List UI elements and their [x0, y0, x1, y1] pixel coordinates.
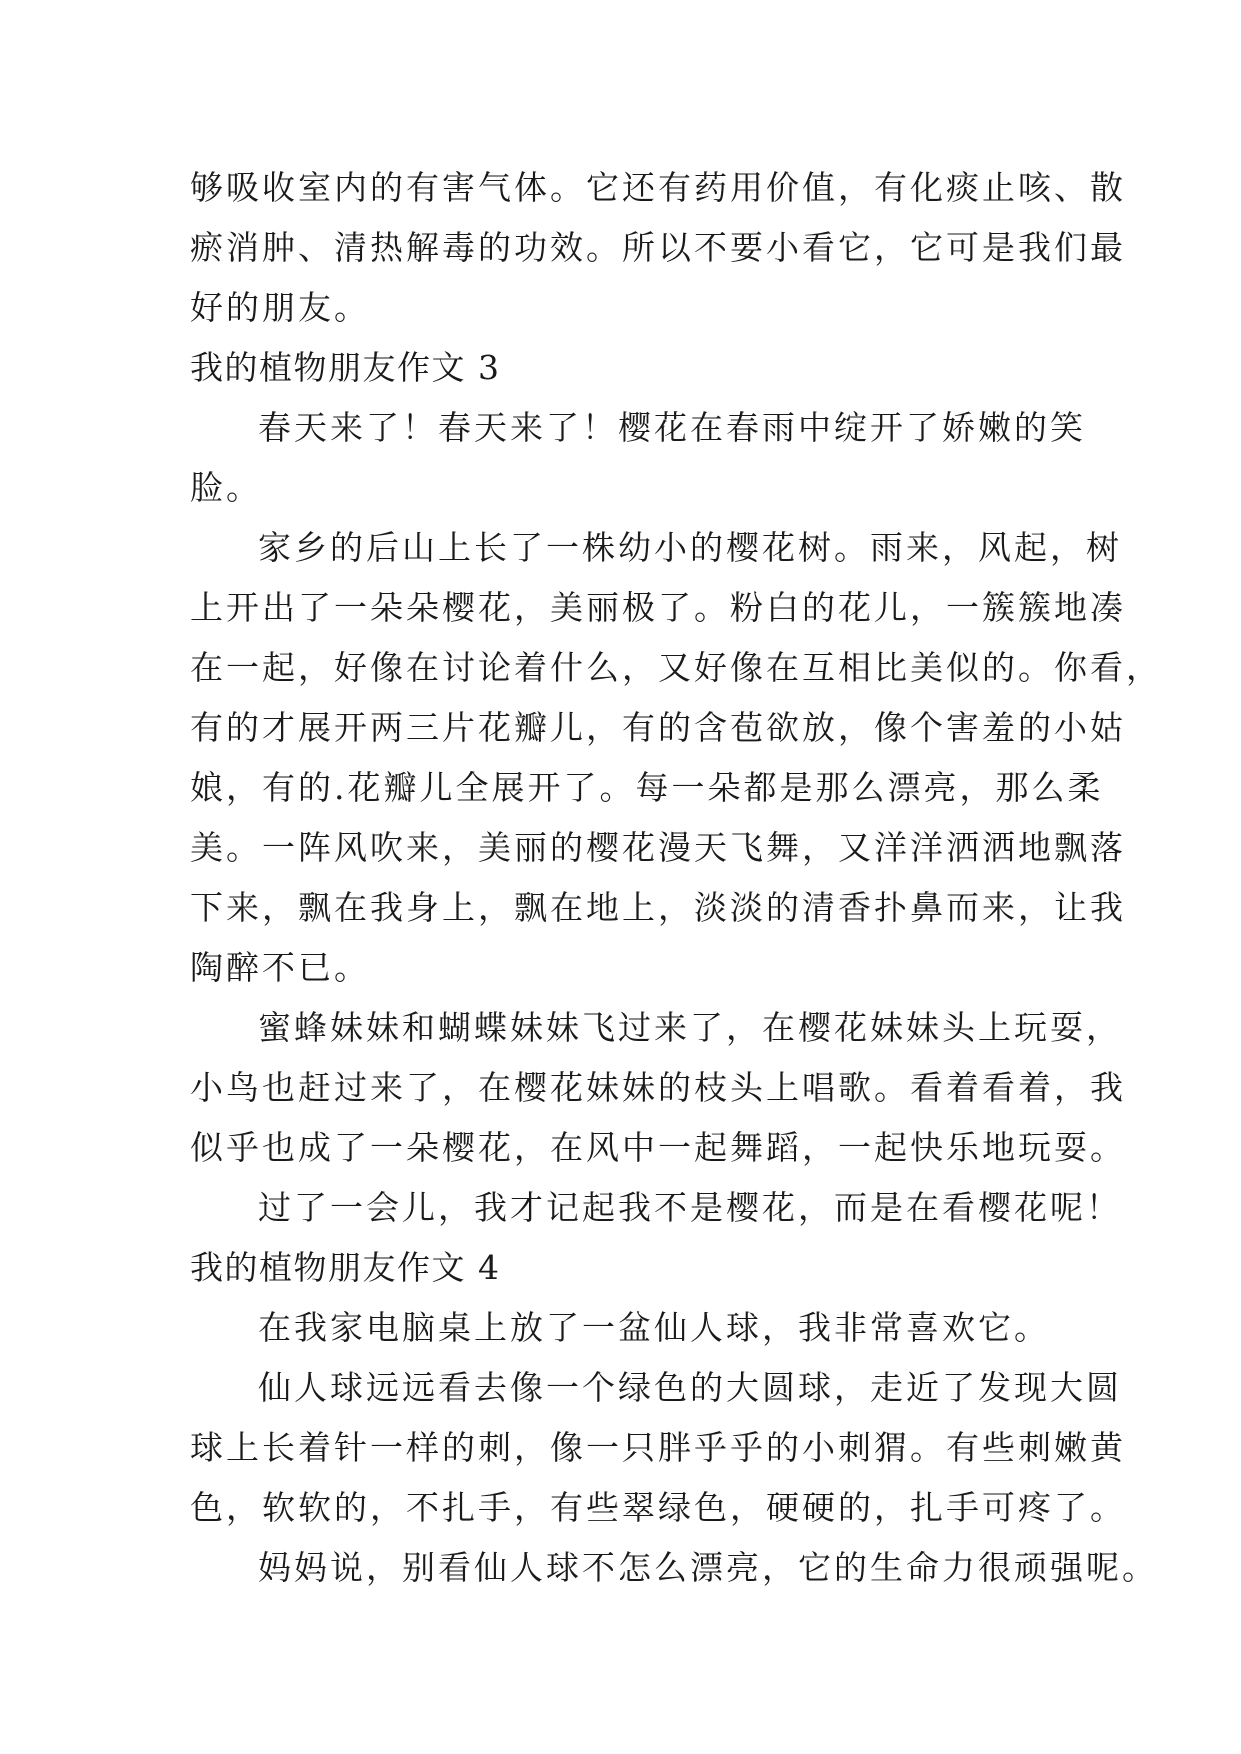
- document-body: [190, 158, 1162, 1598]
- paragraph-line: 春天来了！春天来了！樱花在春雨中绽开了娇嫩的笑: [258, 408, 1086, 447]
- paragraph-line: 好的朋友。: [190, 288, 370, 327]
- paragraph-line: 小鸟也赶过来了，在樱花妹妹的枝头上唱歌。看着看着，我: [190, 1068, 1126, 1107]
- paragraph-line: 球上长着针一样的刺，像一只胖乎乎的小刺猬。有些刺嫩黄: [190, 1428, 1126, 1467]
- paragraph-line: 蜜蜂妹妹和蝴蝶妹妹飞过来了，在樱花妹妹头上玩耍，: [258, 1008, 1122, 1047]
- paragraph-line: 在我家电脑桌上放了一盆仙人球，我非常喜欢它。: [258, 1308, 1050, 1347]
- paragraph-line: 妈妈说，别看仙人球不怎么漂亮，它的生命力很顽强呢。: [258, 1548, 1158, 1587]
- paragraph-line: 下来，飘在我身上，飘在地上，淡淡的清香扑鼻而来，让我: [190, 888, 1126, 927]
- paragraph-line: 过了一会儿，我才记起我不是樱花，而是在看樱花呢！: [258, 1188, 1122, 1227]
- paragraph-line: 有的才展开两三片花瓣儿，有的含苞欲放，像个害羞的小姑: [190, 708, 1126, 747]
- paragraph-line: 美。一阵风吹来，美丽的樱花漫天飞舞，又洋洋洒洒地飘落: [190, 828, 1126, 867]
- section-heading: 我的植物朋友作文 3: [190, 348, 501, 387]
- paragraph-line: 陶醉不已。: [190, 948, 370, 987]
- paragraph-line: 够吸收室内的有害气体。它还有药用价值，有化痰止咳、散: [190, 168, 1126, 207]
- paragraph-line: 似乎也成了一朵樱花，在风中一起舞蹈，一起快乐地玩耍。: [190, 1128, 1126, 1167]
- paragraph-line: 瘀消肿、清热解毒的功效。所以不要小看它，它可是我们最: [190, 228, 1126, 267]
- paragraph-line: 仙人球远远看去像一个绿色的大圆球，走近了发现大圆: [258, 1368, 1122, 1407]
- paragraph-line: 在一起，好像在讨论着什么，又好像在互相比美似的。你看，: [190, 648, 1162, 687]
- paragraph-line: 娘，有的.花瓣儿全展开了。每一朵都是那么漂亮，那么柔: [190, 768, 1104, 807]
- paragraph-line: 脸。: [190, 468, 262, 507]
- paragraph-line: 上开出了一朵朵樱花，美丽极了。粉白的花儿，一簇簇地凑: [190, 588, 1126, 627]
- paragraph-line: 家乡的后山上长了一株幼小的樱花树。雨来，风起，树: [258, 528, 1122, 567]
- paragraph-line: 色，软软的，不扎手，有些翠绿色，硬硬的，扎手可疼了。: [190, 1488, 1126, 1527]
- section-heading: 我的植物朋友作文 4: [190, 1248, 501, 1287]
